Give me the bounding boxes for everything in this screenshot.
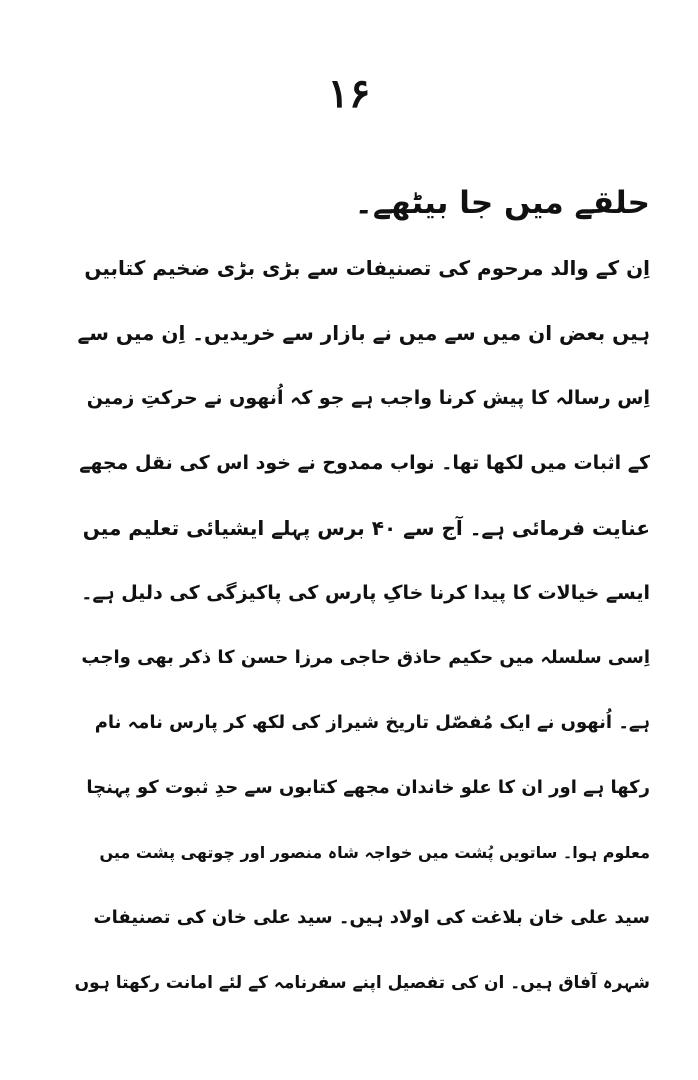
text-line-8: اِسی سلسلہ میں حکیم حاذق حاجی مرزا حسن کا ذکر بھی واجب — [81, 647, 650, 668]
text-line-13: شہرہ آفاق ہیں۔ ان کی تفصیل اپنے سفرنامہ کے لئے امانت رکھتا ہوں — [74, 973, 650, 993]
text-line-12: سید علی خان بلاغت کی اولاد ہیں۔ سید علی خان کی تصنیفات — [93, 907, 650, 928]
text-line-2: اِن کے والد مرحوم کی تصنیفات سے بڑی بڑی ضخیم کتابیں — [84, 255, 650, 280]
text-line-1: حلقے میں جا بیٹھے۔ — [354, 184, 650, 221]
text-line-6: عنایت فرمائی ہے۔ آج سے ۴۰ برس پہلے ایشیائی تعلیم میں — [82, 515, 650, 540]
page-number: ۱۶ — [327, 70, 371, 117]
text-line-10: رکھا ہے اور ان کا علو خاندان مجھے کتابوں سے حدِ ثبوت کو پہنچا — [86, 777, 650, 798]
urdu-text-block — [70, 170, 650, 1015]
text-line-5: کے اثبات میں لکھا تھا۔ نواب ممدوح نے خود اس کی نقل مجھے — [79, 451, 650, 474]
text-line-7: ایسے خیالات کا پیدا کرنا خاکِ پارس کی پاکیزگی کی دلیل ہے۔ — [81, 581, 650, 604]
text-line-9: ہے۔ اُنھوں نے ایک مُفصّل تاریخ شیراز کی لکھ کر پارس نامہ نام — [94, 712, 650, 733]
text-line-3: ہیں بعض ان میں سے میں نے بازار سے خریدیں۔ اِن میں سے — [77, 320, 650, 345]
text-line-4: اِس رسالہ کا پیش کرنا واجب ہے جو کہ اُنھوں نے حرکتِ زمین — [86, 386, 650, 409]
text-line-11: معلوم ہوا۔ ساتویں پُشت میں خواجہ شاہ منصور اور چوتھی پشت میں — [99, 843, 650, 862]
